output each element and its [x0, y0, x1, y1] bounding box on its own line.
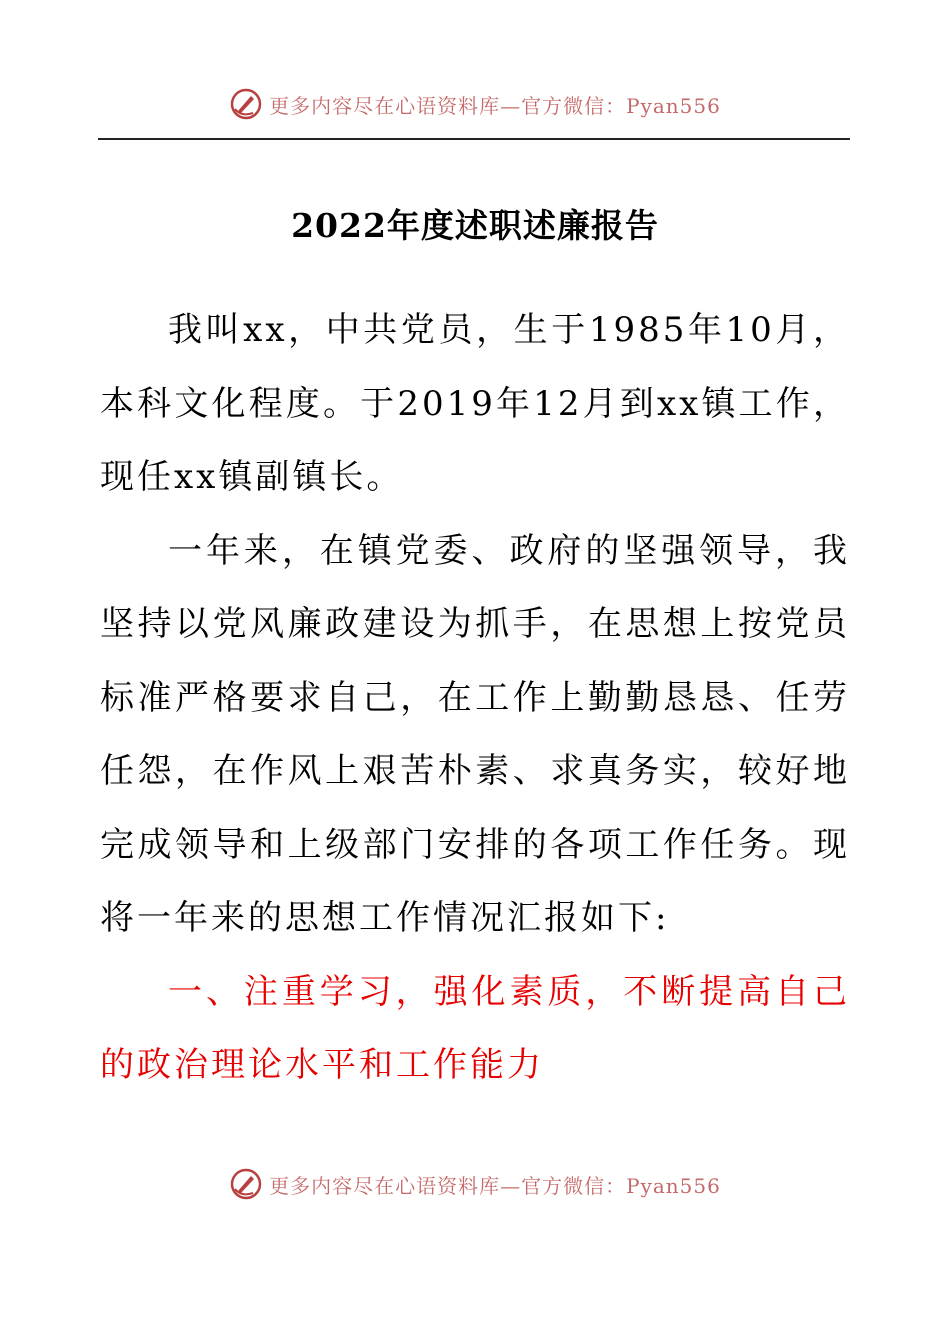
- pen-logo-icon: [229, 87, 263, 121]
- paragraph-intro: 我叫xx，中共党员，生于1985年10月，本科文化程度。于2019年12月到xx镇工作，现任xx镇副镇长。: [100, 310, 850, 497]
- pen-logo-icon: [229, 1167, 263, 1201]
- document-body: [100, 294, 850, 1103]
- watermark-text: 更多内容尽在心语资料库—官方微信：Pyan556: [269, 93, 721, 118]
- document-title: 2022年度述职述廉报告: [291, 206, 659, 245]
- watermark-text: 更多内容尽在心语资料库—官方微信：Pyan556: [269, 1173, 721, 1198]
- section-heading-1: 一、注重学习，强化素质，不断提高自己的政治理论水平和工作能力: [100, 971, 850, 1085]
- header-divider: [98, 138, 850, 140]
- header-watermark: [0, 86, 950, 122]
- footer-watermark: [0, 1166, 950, 1202]
- paragraph-summary: 一年来，在镇党委、政府的坚强领导，我坚持以党风廉政建设为抓手，在思想上按党员标准严格要求自己，在工作上勤勤恳恳、任劳任怨，在作风上艰苦朴素、求真务实，较好地完成领导和上级部门安排的各项工作任务。现将一年来的思想工作情况汇报如下:: [100, 530, 850, 938]
